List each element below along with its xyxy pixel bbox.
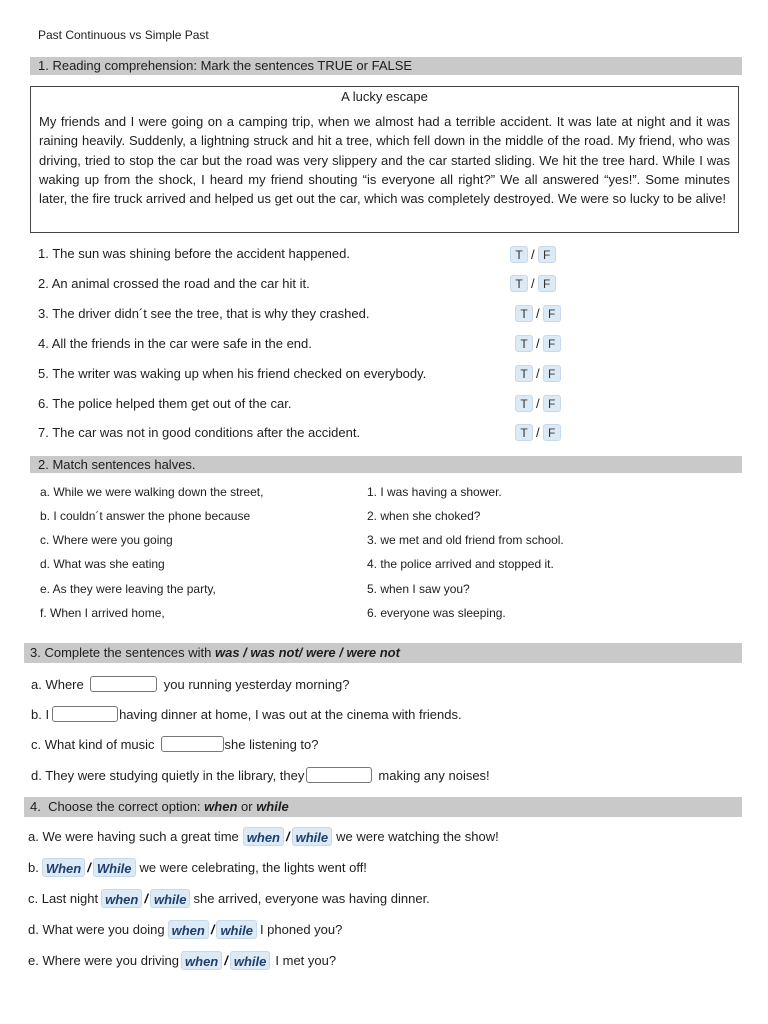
option-while[interactable]: while [150, 889, 191, 908]
tf-choice-3 [515, 304, 561, 322]
option-separator: / [286, 829, 290, 844]
complete-sentence-d [31, 767, 490, 783]
option-when[interactable]: when [101, 889, 142, 908]
complete-sentence-a [31, 676, 349, 692]
complete-sentence-c [31, 736, 319, 752]
section-1-heading: 1. Reading comprehension: Mark the sentences TRUE or FALSE [30, 57, 742, 75]
sentence-end: we were watching the show! [336, 829, 499, 844]
option-while[interactable]: while [230, 951, 271, 970]
true-option[interactable]: T [515, 335, 533, 352]
sentence-start: a. We were having such a great time [28, 829, 239, 844]
option-while[interactable]: while [216, 920, 257, 939]
match-right-2: 2. when she choked? [367, 509, 481, 523]
false-option[interactable]: F [543, 335, 561, 352]
choice-sentence-d [28, 920, 342, 939]
answer-blank-c[interactable] [161, 736, 224, 752]
answer-blank-a[interactable] [90, 676, 157, 692]
sentence-end: you running yesterday morning? [163, 676, 350, 692]
option-when[interactable]: When [42, 858, 85, 877]
question-1: 1. The sun was shining before the accident happened. [38, 246, 350, 261]
section-3-heading-text: 3. Complete the sentences with [30, 645, 215, 660]
false-option[interactable]: F [543, 365, 561, 382]
tf-choice-1 [510, 245, 556, 263]
tf-choice-4 [515, 334, 561, 352]
complete-sentence-b [31, 706, 462, 722]
tf-choice-2 [510, 274, 556, 292]
sentence-end: we were celebrating, the lights went off! [139, 860, 367, 875]
false-option[interactable]: F [543, 395, 561, 412]
document-title: Past Continuous vs Simple Past [38, 28, 209, 42]
tf-choice-7 [515, 423, 561, 441]
choice-sentence-c [28, 889, 430, 908]
option-separator: / [210, 922, 215, 937]
sentence-start: b. I [31, 706, 50, 722]
section-2-heading: 2. Match sentences halves. [30, 456, 742, 473]
question-4: 4. All the friends in the car were safe in the end. [38, 336, 312, 351]
match-left-d: d. What was she eating [40, 557, 165, 571]
sentence-end: making any noises! [378, 767, 490, 783]
match-left-a: a. While we were walking down the street, [40, 485, 264, 499]
question-6: 6. The police helped them get out of the car. [38, 396, 292, 411]
section-4-heading-while: while [256, 799, 289, 814]
true-option[interactable]: T [515, 365, 533, 382]
choice-sentence-b [28, 858, 367, 877]
story-title: A lucky escape [341, 89, 428, 104]
sentence-end: she arrived, everyone was having dinner. [193, 891, 430, 906]
true-option[interactable]: T [515, 424, 533, 441]
true-option[interactable]: T [510, 246, 528, 263]
option-when[interactable]: when [181, 951, 222, 970]
question-2: 2. An animal crossed the road and the car hit it. [38, 276, 310, 291]
match-right-6: 6. everyone was sleeping. [367, 606, 506, 620]
answer-blank-b[interactable] [52, 706, 118, 722]
sentence-start: c. What kind of music [31, 736, 155, 752]
tf-separator: / [536, 395, 540, 411]
match-left-b: b. I couldn´t answer the phone because [40, 509, 251, 523]
true-option[interactable]: T [515, 305, 533, 322]
false-option[interactable]: F [543, 424, 561, 441]
option-separator: / [224, 953, 228, 968]
choice-sentence-e [28, 951, 336, 970]
section-3-heading-options: was / was not/ were / were not [215, 645, 400, 660]
false-option[interactable]: F [538, 246, 556, 263]
reading-box [30, 86, 739, 233]
sentence-start: a. Where [31, 676, 84, 692]
story-text: My friends and I were going on a camping trip, when we almost had a terrible accident. It was late at night and it was raining heavily. Suddenly, a lightning struck and hit a tree, which fell down in the middle of the road. My friend, who was driving, tried to stop the car but the road was very slippery and the car started sliding. We hit the tree hard. While I was waking up from the shock, I heard my friend shouting “is everyone all right?” We all answered “yes!”. Some minutes later, the fire truck arrived and helped us get out the car, which was completely destroyed. We were so lucky to be alive! [39, 114, 730, 207]
tf-separator: / [531, 246, 535, 262]
sentence-start: c. Last night [28, 891, 99, 906]
tf-separator: / [536, 424, 540, 440]
sentence-start: d. What were you doing [28, 922, 165, 937]
question-5: 5. The writer was waking up when his friend checked on everybody. [38, 366, 427, 381]
choice-sentence-a [28, 827, 499, 846]
tf-separator: / [536, 335, 540, 351]
option-while[interactable]: while [292, 827, 333, 846]
tf-choice-6 [515, 394, 561, 412]
false-option[interactable]: F [538, 275, 556, 292]
answer-blank-d[interactable] [306, 767, 372, 783]
question-3: 3. The driver didn´t see the tree, that is why they crashed. [38, 306, 370, 321]
sentence-end: she listening to? [224, 736, 319, 752]
tf-separator: / [536, 305, 540, 321]
match-right-5: 5. when I saw you? [367, 582, 470, 596]
section-4-heading-or: or [237, 799, 257, 814]
question-7: 7. The car was not in good conditions after the accident. [38, 425, 361, 440]
section-4-heading-when: when [204, 799, 238, 814]
option-separator: / [87, 860, 91, 875]
option-while[interactable]: While [93, 858, 136, 877]
sentence-start: b. [28, 860, 39, 875]
sentence-start: d. They were studying quietly in the library, they [31, 767, 305, 783]
true-option[interactable]: T [510, 275, 528, 292]
sentence-end: I phoned you? [259, 922, 343, 937]
option-when[interactable]: when [168, 920, 209, 939]
match-left-c: c. Where were you going [40, 533, 173, 547]
section-4-heading-text: 4. Choose the correct option: [30, 799, 205, 814]
match-left-e: e. As they were leaving the party, [40, 582, 216, 596]
match-left-f: f. When I arrived home, [40, 606, 165, 620]
tf-separator: / [531, 275, 535, 291]
section-4-heading [24, 797, 742, 817]
option-when[interactable]: when [243, 827, 284, 846]
tf-choice-5 [515, 364, 561, 382]
sentence-start: e. Where were you driving [28, 953, 180, 968]
tf-separator: / [536, 365, 540, 381]
match-right-4: 4. the police arrived and stopped it. [367, 557, 554, 571]
match-right-3: 3. we met and old friend from school. [367, 533, 564, 547]
section-3-heading [24, 643, 742, 663]
false-option[interactable]: F [543, 305, 561, 322]
true-option[interactable]: T [515, 395, 533, 412]
sentence-end: I met you? [275, 953, 337, 968]
match-right-1: 1. I was having a shower. [367, 485, 502, 499]
option-separator: / [144, 891, 148, 906]
sentence-end: having dinner at home, I was out at the cinema with friends. [119, 706, 462, 722]
